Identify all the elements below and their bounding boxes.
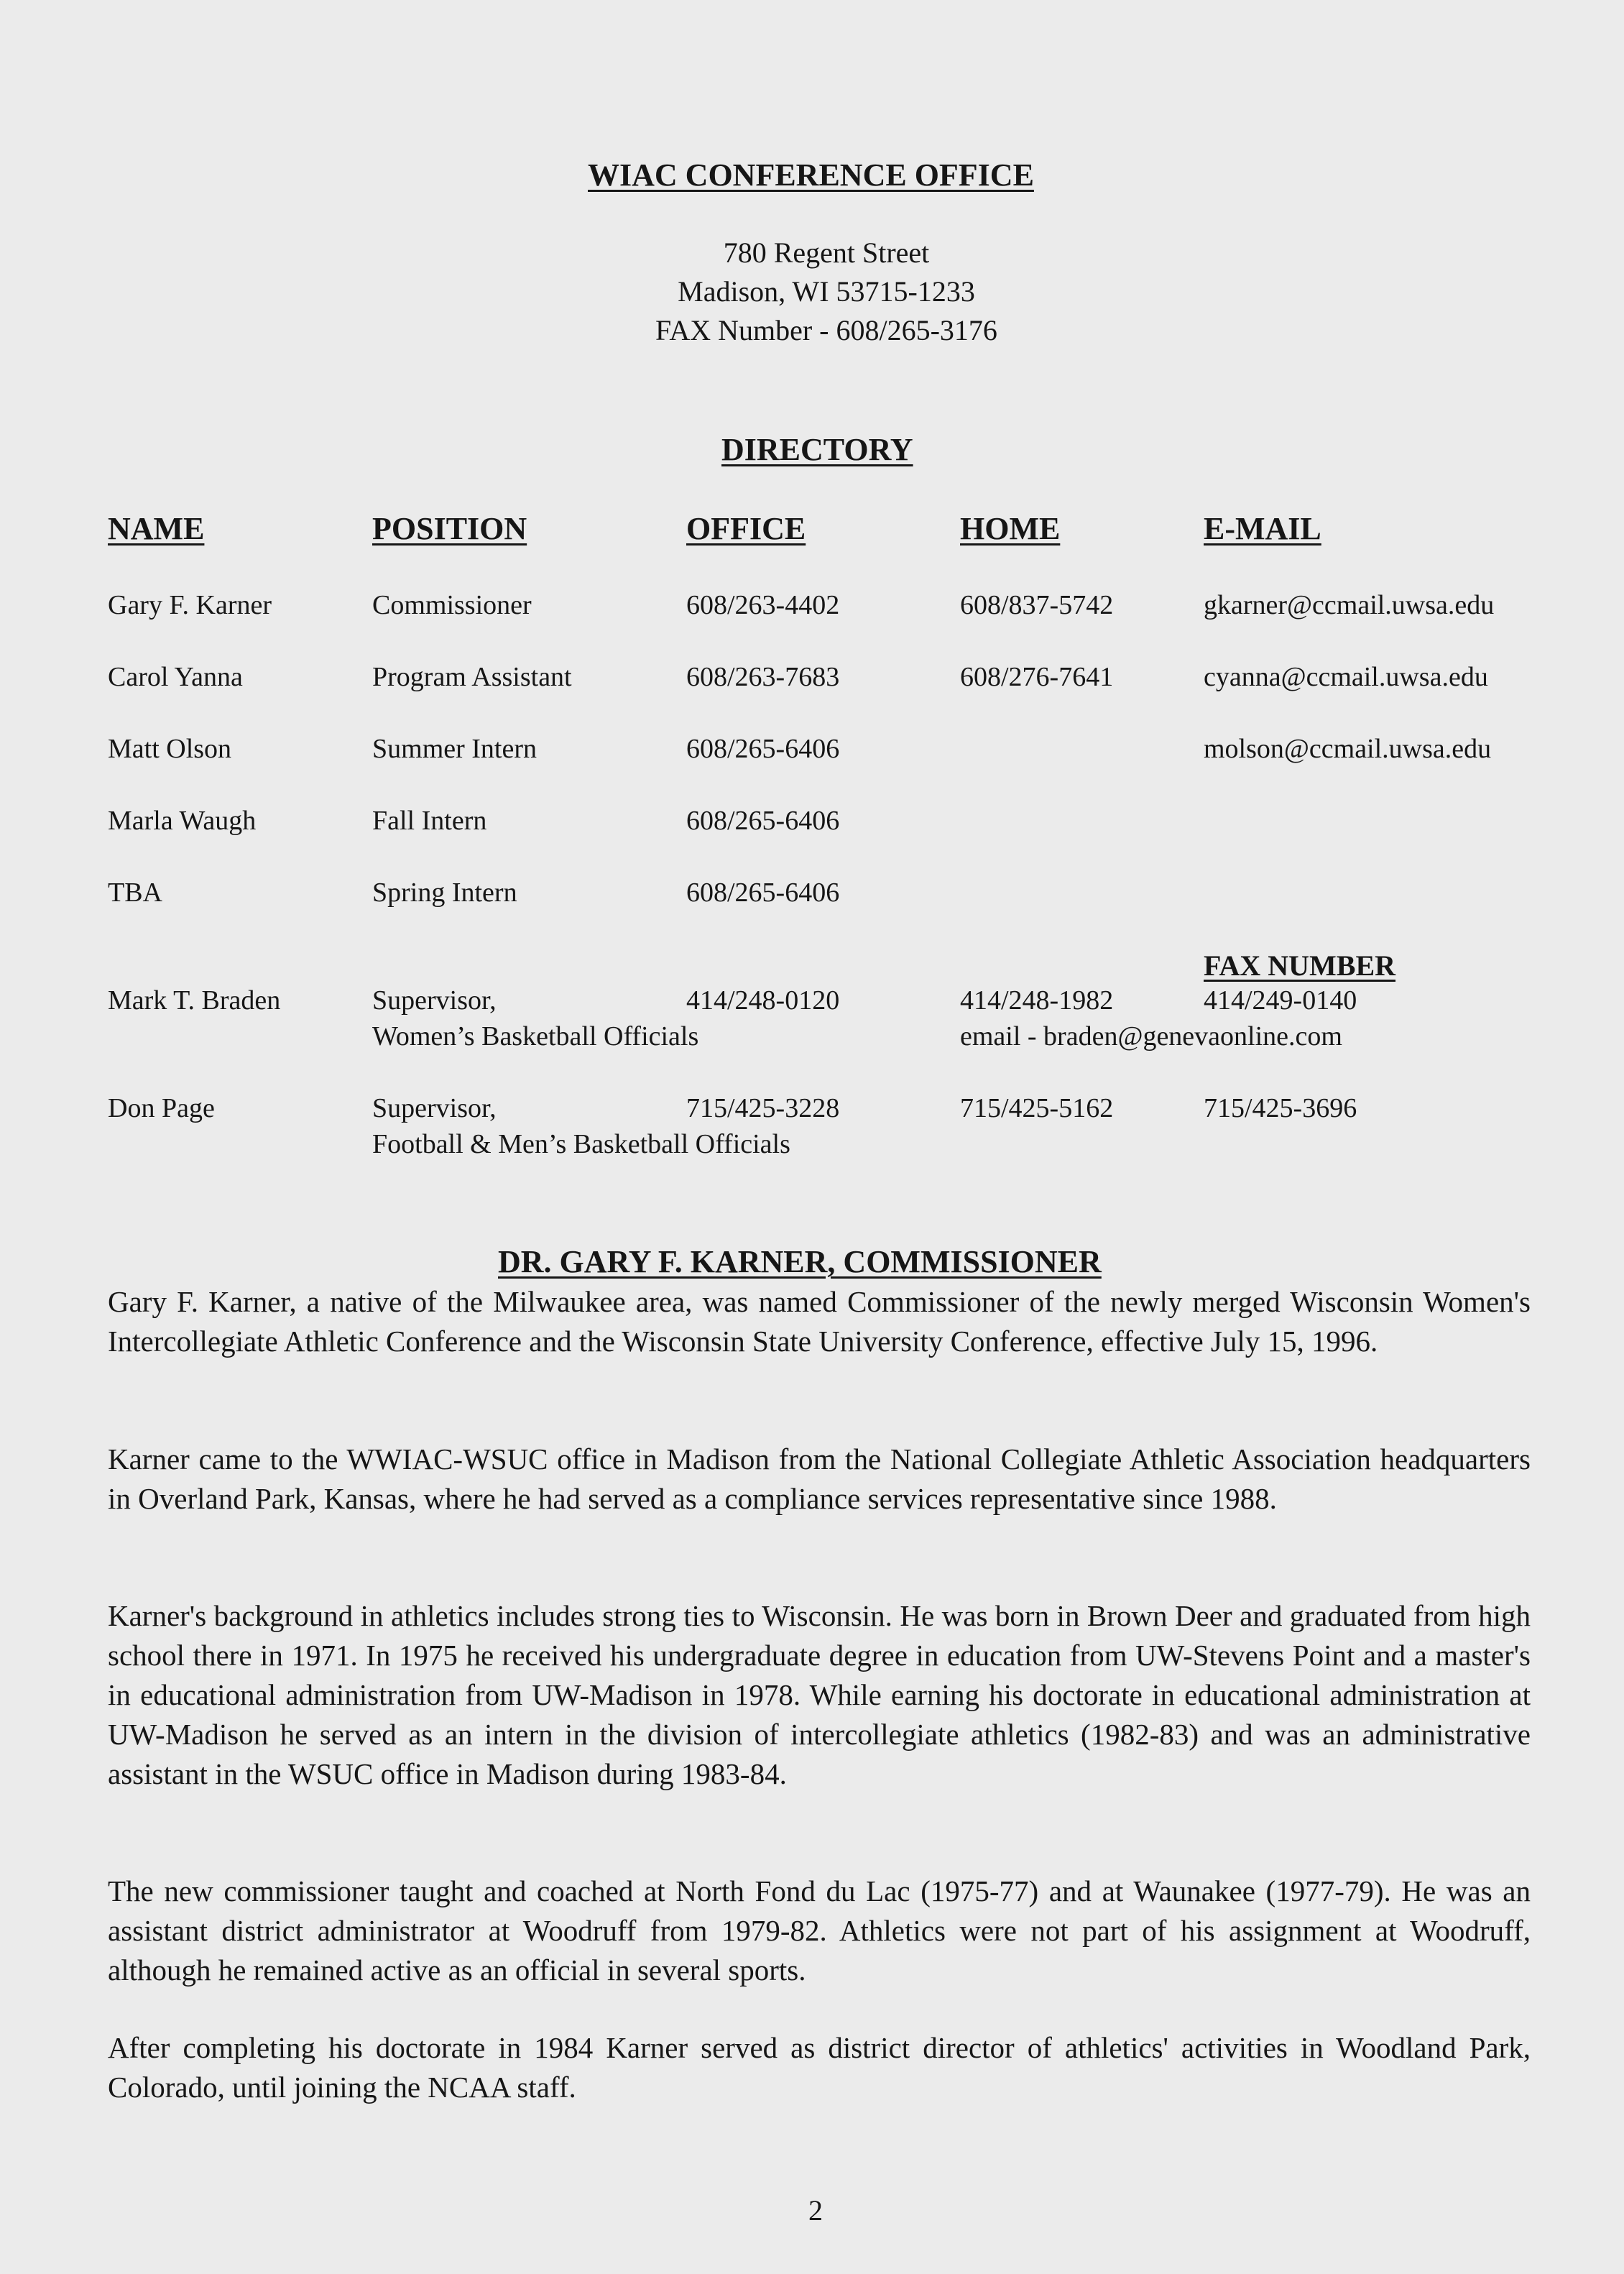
office-fax: FAX Number - 608/265-3176 [655, 314, 997, 346]
official-fax: 414/249-0140 [1204, 985, 1357, 1016]
row-name: Marla Waugh [108, 806, 257, 836]
bio-paragraph: Karner came to the WWIAC-WSUC office in Madison from the National Collegiate Athletic Association headquarters in Overland Park, Kansas, where he had served as a compliance services representative since 1988. [108, 1442, 1531, 1515]
row-home-phone: 608/837-5742 [960, 590, 1114, 620]
row-name: Gary F. Karner [108, 590, 272, 620]
header-home: HOME [960, 511, 1061, 546]
row-name: Carol Yanna [108, 662, 243, 692]
bio-paragraph: After completing his doctorate in 1984 Karner served as district director of athletics' activities in Woodland Park, Colorado, until joining the NCAA staff. [108, 2031, 1531, 2104]
official-position: Supervisor, [372, 985, 497, 1016]
header-fax: FAX NUMBER [1204, 949, 1396, 982]
row-position: Commissioner [372, 590, 532, 620]
directory-title: DIRECTORY [721, 432, 913, 467]
row-email: molson@ccmail.uwsa.edu [1204, 734, 1492, 764]
office-title: WIAC CONFERENCE OFFICE [588, 157, 1034, 193]
row-home-phone: 608/276-7641 [960, 662, 1114, 692]
official-name: Don Page [108, 1093, 215, 1123]
row-name: TBA [108, 878, 162, 908]
header-name: NAME [108, 511, 205, 546]
row-office-phone: 608/265-6406 [686, 806, 840, 836]
official-position-detail: Women’s Basketball Officials [372, 1021, 699, 1051]
official-position-detail: Football & Men’s Basketball Officials [372, 1129, 790, 1159]
row-position: Spring Intern [372, 878, 517, 908]
row-office-phone: 608/263-7683 [686, 662, 840, 692]
official-office-phone: 715/425-3228 [686, 1093, 840, 1123]
official-position: Supervisor, [372, 1093, 497, 1123]
row-position: Program Assistant [372, 662, 572, 692]
row-office-phone: 608/265-6406 [686, 878, 840, 908]
office-street: 780 Regent Street [723, 236, 930, 269]
bio-paragraph: Karner's background in athletics includes strong ties to Wisconsin. He was born in Brown Deer and graduated from high school there in 1971. In 1975 he received his undergraduate degree in education from UW-Stevens Point and a master's in educational administration from UW-Madison in 1978. While earning his doctorate in educational administration at UW-Madison he served as an intern in the division of intercollegiate athletics (1982-83) and was an administrative assistant in the WSUC office in Madison during 1983-84. [108, 1599, 1531, 1790]
official-home-phone: 715/425-5162 [960, 1093, 1114, 1123]
row-position: Fall Intern [372, 806, 487, 836]
bio-paragraph: The new commissioner taught and coached at North Fond du Lac (1975-77) and at Waunakee (1977-79). He was an assistant district administrator at Woodruff from 1979-82. Athletics were not part of his assignment at Woodruff, although he remained active as an official in several sports. [108, 1874, 1531, 1987]
official-office-phone: 414/248-0120 [686, 985, 840, 1016]
header-position: POSITION [372, 511, 527, 546]
row-name: Matt Olson [108, 734, 232, 764]
page-number: 2 [808, 2194, 823, 2227]
official-home-phone: 414/248-1982 [960, 985, 1114, 1016]
header-email: E-MAIL [1204, 511, 1321, 546]
official-name: Mark T. Braden [108, 985, 281, 1016]
row-office-phone: 608/265-6406 [686, 734, 840, 764]
official-fax: 715/425-3696 [1204, 1093, 1357, 1123]
row-email: cyanna@ccmail.uwsa.edu [1204, 662, 1488, 692]
office-city: Madison, WI 53715-1233 [678, 275, 975, 308]
header-office: OFFICE [686, 511, 806, 546]
bio-title: DR. GARY F. KARNER, COMMISSIONER [498, 1244, 1102, 1279]
row-email: gkarner@ccmail.uwsa.edu [1204, 590, 1495, 620]
row-office-phone: 608/263-4402 [686, 590, 840, 620]
bio-paragraph: Gary F. Karner, a native of the Milwaukee area, was named Commissioner of the newly merged Wisconsin Women's Intercollegiate Athletic Conference and the Wisconsin State University Conference, effective July 15, 1996. [108, 1285, 1531, 1358]
official-email: email - braden@genevaonline.com [960, 1021, 1342, 1051]
row-position: Summer Intern [372, 734, 538, 764]
